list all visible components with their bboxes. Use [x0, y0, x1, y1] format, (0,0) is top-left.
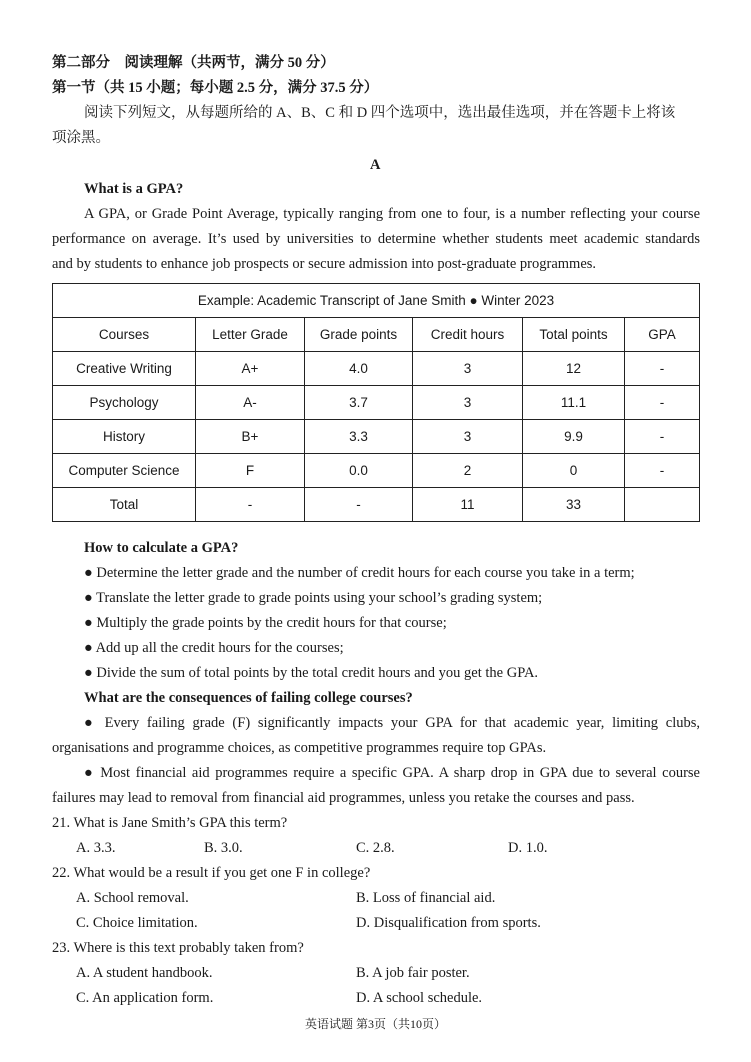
table-cell: 3.7 [305, 386, 413, 420]
table-cell: 3 [413, 386, 523, 420]
subsection-title: 第一节（共 15 小题；每小题 2.5 分，满分 37.5 分） [52, 80, 379, 96]
header-cell: Grade points [305, 318, 413, 352]
step-item: ● Translate the letter grade to grade points using your school’s grading system; [84, 590, 543, 606]
table-cell: Computer Science [53, 454, 196, 488]
consequences-heading: What are the consequences of failing college courses? [84, 690, 413, 706]
table-caption: Example: Academic Transcript of Jane Smith ● Winter 2023 [53, 284, 700, 318]
table-cell: 9.9 [523, 420, 625, 454]
table-cell: Creative Writing [53, 352, 196, 386]
table-cell: 12 [523, 352, 625, 386]
transcript-table [52, 283, 700, 522]
table-cell: 3 [413, 420, 523, 454]
passage-heading: What is a GPA? [84, 181, 184, 197]
table-cell: - [625, 386, 700, 420]
step-item: ● Divide the sum of total points by the total credit hours and you get the GPA. [84, 665, 539, 681]
table-cell: F [196, 454, 305, 488]
table-cell: - [625, 420, 700, 454]
table-cell: - [625, 352, 700, 386]
how-heading: How to calculate a GPA? [84, 540, 239, 556]
question-23-stem: 23. Where is this text probably taken from? [52, 940, 304, 956]
table-row-total [53, 488, 700, 522]
table-row [53, 386, 700, 420]
table-header-row [53, 318, 700, 352]
paragraph-line-2: performance on average. It’s used by universities to determine whether students meet academic standards [52, 231, 700, 247]
consequence-line: ● Every failing grade (F) significantly impacts your GPA for that academic year, limiting clubs, [84, 715, 700, 731]
table-cell: 0 [523, 454, 625, 488]
instructions-line-2: 项涂黑。 [52, 130, 110, 146]
question-22-option-b[interactable]: B. Loss of financial aid. [356, 890, 496, 906]
part-title: 第二部分 阅读理解（共两节，满分 50 分） [52, 55, 335, 71]
table-cell [625, 488, 700, 522]
table-cell: 3 [413, 352, 523, 386]
instructions-line-1: 阅读下列短文，从每题所给的 A、B、C 和 D 四个选项中，选出最佳选项，并在答题卡上将该 [84, 105, 676, 121]
step-item: ● Determine the letter grade and the number of credit hours for each course you take in a term; [84, 565, 635, 581]
table-cell: History [53, 420, 196, 454]
table-cell: A- [196, 386, 305, 420]
table-cell: 33 [523, 488, 625, 522]
question-21-option-a[interactable]: A. 3.3. [76, 840, 116, 856]
table-cell: 2 [413, 454, 523, 488]
question-21-stem: 21. What is Jane Smith’s GPA this term? [52, 815, 288, 831]
table-cell: Psychology [53, 386, 196, 420]
question-23-option-d[interactable]: D. A school schedule. [356, 990, 483, 1006]
table-cell: 0.0 [305, 454, 413, 488]
header-cell: GPA [625, 318, 700, 352]
table-row [53, 454, 700, 488]
question-21-option-d[interactable]: D. 1.0. [508, 840, 548, 856]
table-cell: B+ [196, 420, 305, 454]
step-item: ● Multiply the grade points by the credit hours for that course; [84, 615, 447, 631]
page-footer: 英语试题 第3页（共10页） [304, 1017, 446, 1031]
question-23-option-c[interactable]: C. An application form. [76, 990, 214, 1006]
table-cell: - [625, 454, 700, 488]
table-cell: 4.0 [305, 352, 413, 386]
header-cell: Credit hours [413, 318, 523, 352]
header-cell: Letter Grade [196, 318, 305, 352]
header-cell: Courses [53, 318, 196, 352]
table-cell: 11.1 [523, 386, 625, 420]
table-cell: A+ [196, 352, 305, 386]
paragraph-line-1: A GPA, or Grade Point Average, typically ranging from one to four, is a number reflecting your course [84, 206, 700, 222]
question-23-option-a[interactable]: A. A student handbook. [76, 965, 213, 981]
question-21-option-c[interactable]: C. 2.8. [356, 840, 395, 856]
paragraph-line-3: and by students to enhance job prospects or secure admission into post-graduate programmes. [52, 256, 597, 272]
question-23-option-b[interactable]: B. A job fair poster. [356, 965, 470, 981]
consequence-line: ● Most financial aid programmes require a specific GPA. A sharp drop in GPA due to several course [84, 765, 700, 781]
question-21-option-b[interactable]: B. 3.0. [204, 840, 243, 856]
question-22-stem: 22. What would be a result if you get one F in college? [52, 865, 371, 881]
table-cell: Total [53, 488, 196, 522]
step-item: ● Add up all the credit hours for the courses; [84, 640, 344, 656]
table-cell: 3.3 [305, 420, 413, 454]
consequence-line: failures may lead to removal from financial aid programmes, unless you retake the courses and pass. [52, 790, 635, 806]
table-row [53, 420, 700, 454]
table-cell: 11 [413, 488, 523, 522]
question-22-option-d[interactable]: D. Disqualification from sports. [356, 915, 541, 931]
table-cell: - [305, 488, 413, 522]
passage-label: A [370, 157, 381, 173]
question-22-option-c[interactable]: C. Choice limitation. [76, 915, 198, 931]
header-cell: Total points [523, 318, 625, 352]
table-row [53, 352, 700, 386]
table-cell: - [196, 488, 305, 522]
question-22-option-a[interactable]: A. School removal. [76, 890, 189, 906]
consequence-line: organisations and programme choices, as competitive programmes require top GPAs. [52, 740, 547, 756]
